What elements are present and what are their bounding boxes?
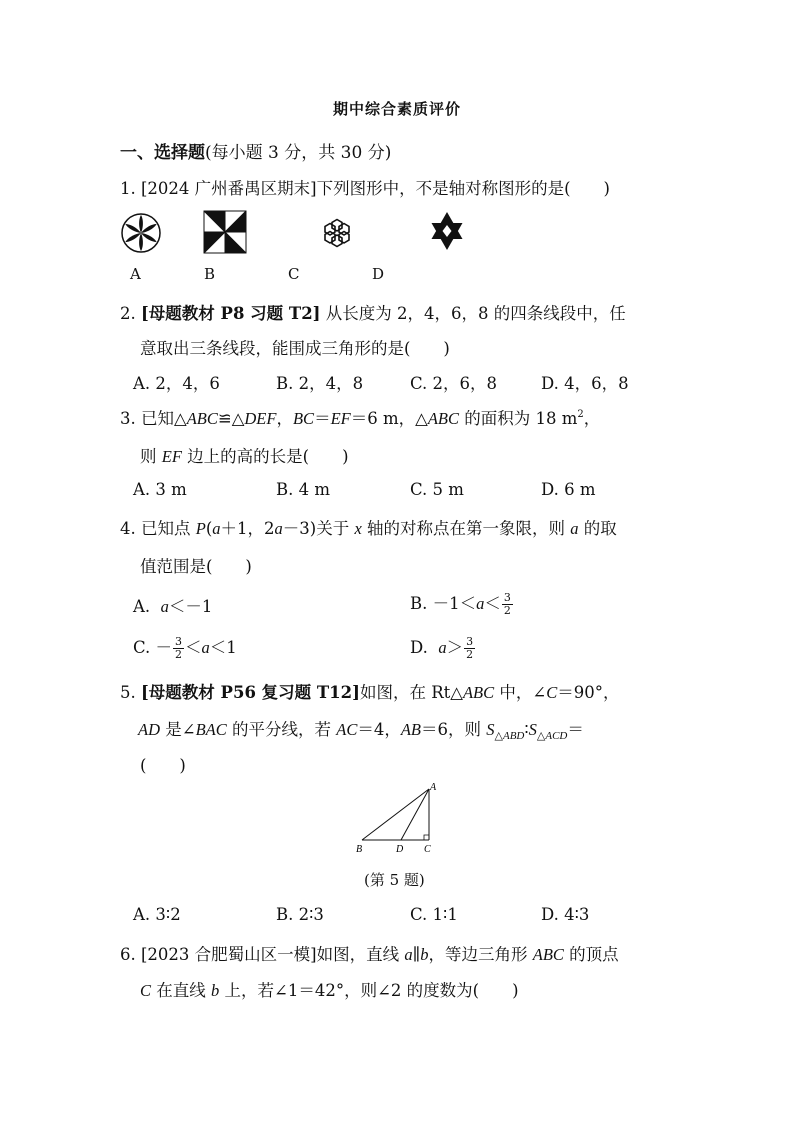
q3-option-d: D. 6 m [541,480,596,499]
q5-option-c: C. 1∶1 [410,905,458,924]
numerator: 3 [175,635,183,648]
math-var: ABC [427,409,459,428]
text-run: 的取 [578,519,617,538]
q3-option-a: A. 3 m [133,480,187,499]
question-text: 从长度为 2，4，6，8 的四条线段中，任 [325,304,626,323]
question-5-line-2 [138,716,584,742]
page-title: 期中综合素质评价 [332,100,461,118]
numerator: 3 [503,591,511,604]
question-source: [母题教材 P8 习题 T2] [141,304,321,323]
math-var: a [404,945,413,964]
math-var: a [212,519,221,538]
text-run: 在直线 [151,981,212,1000]
text-run: 边上的高的长是( ) [181,447,349,466]
math-var: BC [292,409,315,428]
q4-option-a [133,593,212,617]
q4-option-c [133,634,237,661]
math-var: b [420,945,429,964]
text-run: 如图，在 Rt△ [359,683,463,702]
question-source: [2023 合肥蜀山区一模] [141,945,317,964]
math-var: ABC [532,945,564,964]
question-number: 4. [120,519,136,538]
text-run: 则 [140,447,162,466]
question-2 [120,300,626,324]
text-run: ( [205,519,213,538]
math-var: EF [161,447,182,466]
math-var: C [140,981,152,1000]
text-run: ＝ [567,720,584,739]
question-number: 5. [120,683,136,702]
figure-label-c: C [288,265,300,283]
math-var: EF [330,409,351,428]
text-run: ＜－1 [168,597,213,616]
math-var: a [476,594,485,613]
q3-option-c: C. 5 m [410,480,464,499]
option-label: D. [410,638,428,657]
text-run: ∶ [524,720,529,739]
text-run: 轴的对称点在第一象限，则 [361,519,571,538]
text-run: 是∠ [160,720,196,739]
text-run: ∥ [412,945,421,964]
text-run: ＝4， [357,720,401,739]
figure-caption: (第 5 题) [364,871,425,889]
figure-b-pinwheel-icon [203,210,247,254]
question-4-line-2: 值范围是( ) [140,557,252,576]
math-var: a [438,638,447,657]
text-run: 的顶点 [563,945,619,964]
fraction [502,592,513,617]
figure-label-d: D [372,265,385,283]
question-number: 2. [120,304,136,323]
text-run: ＝6 m，△ [350,409,428,428]
question-number: 3. [120,409,136,428]
superscript: 2 [577,409,584,420]
denominator: 2 [466,648,474,661]
math-var: ABC [186,409,218,428]
text-run: ＝90°， [557,683,620,702]
question-text: 下列图形中，不是轴对称图形的是( ) [316,179,610,198]
vertex-label-d: D [396,844,404,855]
math-var: a [570,519,579,538]
question-5-line-3: ( ) [140,756,186,775]
text-run: ＝6，则 [421,720,487,739]
math-var: BAC [195,720,227,739]
subscript: △ABD [494,730,525,742]
denominator: 2 [175,648,183,661]
text-run: ＋1，2 [220,519,275,538]
q5-option-d: D. 4∶3 [541,905,590,924]
question-source: [母题教材 P56 复习题 T12] [141,683,360,702]
q2-option-a: A. 2，4，6 [133,374,220,393]
question-6 [120,941,619,965]
text-run: ＜ [484,594,501,613]
math-var: P [195,519,206,538]
math-var: AD [138,720,160,739]
question-1 [120,175,610,199]
triangle-figure [350,780,450,858]
math-var: AC [336,720,358,739]
section-label: 一、选择题 [120,143,205,163]
fraction [173,636,184,661]
text-run: 已知点 [141,519,196,538]
figure-d-hexagram-icon [424,208,470,254]
q3-option-b: B. 4 m [276,480,331,499]
q5-option-b: B. 2∶3 [276,905,324,924]
denominator: 2 [503,604,511,617]
figure-label-b: B [204,265,216,283]
question-source: [2024 广州番禺区期末] [141,179,317,198]
text-run: ＜ [185,638,202,657]
option-label: A. [133,597,151,616]
math-var: AB [400,720,422,739]
text-run: ≌△ [217,409,245,428]
numerator: 3 [466,635,474,648]
q4-option-b [410,590,514,617]
subscript: △ACD [536,730,568,742]
text-run: ＜1 [209,638,237,657]
question-4 [120,515,617,539]
text-run: ， [583,409,601,428]
math-var: C [546,683,558,702]
question-6-line-2 [140,977,519,1001]
question-2-line-2: 意取出三条线段，能围成三角形的是( ) [140,339,450,358]
q5-option-a: A. 3∶2 [133,905,181,924]
section-heading [120,138,391,163]
question-number: 6. [120,945,136,964]
question-5 [120,679,619,703]
text-run: －3)关于 [282,519,355,538]
text-run: 如图，直线 [316,945,405,964]
option-label: B. －1＜ [410,594,477,613]
math-var: x [354,519,362,538]
vertex-label-b: B [356,844,363,855]
question-3 [120,405,600,429]
text-run: 的平分线，若 [226,720,337,739]
text-run: 的面积为 18 m [458,409,578,428]
text-run: 上，若∠1＝42°，则∠2 的度数为( ) [219,981,519,1000]
vertex-label-a: A [430,782,437,793]
math-var: a [274,519,283,538]
figure-label-a: A [130,265,141,283]
figure-a-flower-circle-icon [120,212,162,254]
figure-c-hexagon-flower-icon [314,210,360,256]
text-run: ， [276,409,293,428]
math-var: a [160,597,169,616]
math-var: S [528,720,537,739]
math-var: b [211,981,220,1000]
question-number: 1. [120,179,136,198]
math-var: ABC [462,683,495,702]
text-run: 已知△ [141,409,187,428]
option-label: C. － [133,638,173,657]
section-points: (每小题 3 分，共 30 分) [205,143,392,163]
fraction [464,636,475,661]
q2-option-d: D. 4，6，8 [541,374,629,393]
q4-option-d [410,634,476,661]
q2-option-b: B. 2，4，8 [276,374,364,393]
text-run: 中，∠ [494,683,547,702]
q2-option-c: C. 2，6，8 [410,374,498,393]
question-3-line-2 [140,443,349,467]
math-var: a [201,638,210,657]
math-var: DEF [244,409,277,428]
math-var: S [486,720,495,739]
vertex-label-c: C [424,844,431,855]
text-run: ，等边三角形 [428,945,533,964]
text-run: ＝ [314,409,331,428]
text-run: ＞ [446,638,464,657]
